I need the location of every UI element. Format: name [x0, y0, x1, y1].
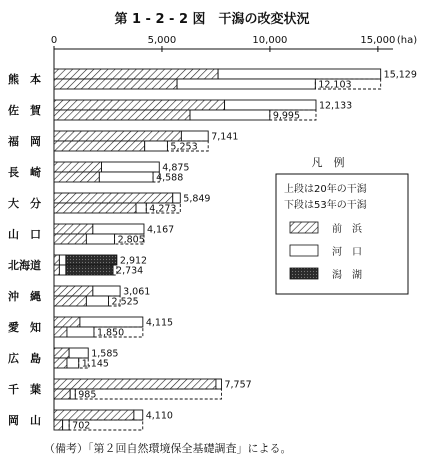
- category-label: 熊 本: [8, 73, 41, 86]
- legend-label-sekiko: 潟 湖: [332, 270, 362, 281]
- bar-lower-kako: [145, 141, 168, 151]
- legend-swatch-kako: [290, 245, 318, 256]
- bar-lower-kako: [63, 420, 70, 430]
- category-label: 山 口: [8, 228, 41, 241]
- value-label-lower: 2,805: [117, 234, 145, 246]
- category-label: 長 崎: [8, 166, 41, 179]
- bar-lower-maehama: [54, 203, 136, 213]
- x-tick-label: 15,000: [360, 35, 396, 46]
- bar-upper-kako: [218, 69, 381, 79]
- bar-upper-maehama: [54, 286, 93, 296]
- bar-lower-kako: [177, 79, 315, 89]
- bar-lower-sekiko: [66, 265, 113, 275]
- bar-upper-maehama: [54, 348, 69, 358]
- value-label-upper: 2,912: [119, 255, 148, 267]
- bar-upper-kako: [216, 379, 222, 389]
- bar-upper-maehama: [54, 193, 173, 203]
- bar-lower-maehama: [54, 420, 63, 430]
- bar-lower-maehama: [54, 141, 145, 151]
- value-label-upper: 12,133: [318, 100, 353, 112]
- value-label-upper: 7,757: [224, 379, 252, 391]
- bar-upper-kako: [134, 410, 143, 420]
- bar-upper-maehama: [54, 224, 93, 234]
- value-label-upper: 4,167: [146, 224, 175, 236]
- bar-upper-maehama: [54, 69, 218, 79]
- row-11: [8, 410, 173, 432]
- bar-upper-kako: [80, 317, 143, 327]
- value-label-upper: 15,129: [383, 69, 417, 81]
- value-label-upper: 4,875: [162, 162, 190, 174]
- value-label-lower: 1,850: [96, 327, 125, 339]
- row-7: [8, 286, 150, 308]
- row-10: [8, 379, 252, 401]
- value-label-lower: 2,525: [111, 296, 139, 308]
- value-label-lower: 1,145: [81, 358, 109, 370]
- bar-lower-kako: [86, 234, 114, 244]
- bar-upper-maehama: [54, 162, 102, 172]
- bar-lower-maehama: [54, 296, 86, 306]
- category-label: 福 岡: [8, 135, 41, 148]
- bar-upper-kako: [69, 348, 88, 358]
- legend: [276, 155, 408, 294]
- value-label-lower: 4,588: [156, 172, 184, 184]
- legend-label-kako: 河 口: [332, 247, 362, 258]
- value-label-lower: 4,273: [149, 203, 177, 215]
- row-9: [8, 348, 118, 370]
- value-label-lower: 702: [72, 420, 91, 432]
- bar-upper-maehama: [54, 379, 216, 389]
- chart-title: 第 1 - 2 - 2 図 干潟の改変状況: [114, 12, 310, 27]
- bar-lower-kako: [99, 172, 153, 182]
- bar-lower-maehama: [54, 265, 59, 275]
- row-3: [8, 162, 189, 184]
- bar-upper-kako: [173, 193, 181, 203]
- bar-lower-maehama: [54, 110, 190, 120]
- value-label-lower: 5,253: [170, 141, 198, 153]
- bar-upper-kako: [93, 224, 144, 234]
- value-label-upper: 4,115: [145, 317, 174, 329]
- row-8: [8, 317, 173, 339]
- category-label: 北海道: [8, 259, 41, 272]
- row-2: [7, 131, 238, 153]
- bar-lower-kako: [190, 110, 270, 120]
- row-1: [8, 100, 352, 122]
- bar-upper-kako: [93, 286, 120, 296]
- value-label-upper: 5,849: [183, 193, 211, 205]
- bar-lower-kako: [59, 265, 65, 275]
- row-4: [8, 193, 210, 215]
- category-label: 愛 知: [8, 321, 41, 334]
- bar-upper-kako: [102, 162, 160, 172]
- bar-upper-maehama: [54, 131, 181, 141]
- category-label: 広 島: [8, 352, 41, 365]
- bar-lower-maehama: [54, 79, 177, 89]
- category-label: 沖 縄: [8, 290, 41, 303]
- bar-lower-lost-area: [75, 389, 221, 399]
- row-0: [8, 69, 417, 91]
- bar-upper-kako: [225, 100, 316, 110]
- bar-upper-maehama: [54, 100, 225, 110]
- value-label-upper: 3,061: [123, 286, 151, 298]
- bar-lower-kako: [67, 358, 79, 368]
- category-label: 千 葉: [8, 383, 41, 396]
- legend-line-upper: 上段は20年の干潟: [284, 184, 367, 195]
- legend-swatch-sekiko: [290, 268, 318, 279]
- legend-line-lower: 下段は53年の干潟: [284, 200, 367, 211]
- x-tick-label: 5,000: [147, 35, 177, 46]
- legend-title: 凡 例: [311, 156, 345, 169]
- bar-upper-maehama: [54, 255, 59, 265]
- bar-lower-maehama: [54, 327, 67, 337]
- bar-lower-maehama: [54, 389, 70, 399]
- x-tick-label: 0: [50, 35, 58, 46]
- source-note: （備考）「第２回自然環境保全基礎調査」による。: [44, 442, 292, 455]
- bar-upper-maehama: [54, 410, 134, 420]
- bar-upper-kako: [59, 255, 65, 265]
- bar-upper-kako: [181, 131, 208, 141]
- bar-lower-kako: [136, 203, 146, 213]
- row-5: [8, 224, 174, 246]
- x-axis-unit: (ha): [396, 35, 418, 46]
- value-label-lower: 985: [78, 389, 97, 401]
- legend-swatch-maehama: [290, 222, 318, 233]
- value-label-upper: 4,110: [145, 410, 173, 422]
- value-label-lower: 9,995: [272, 110, 301, 122]
- value-label-upper: 7,141: [211, 131, 239, 143]
- bar-lower-maehama: [54, 358, 67, 368]
- legend-label-maehama: 前 浜: [332, 224, 362, 235]
- x-tick-label: 10,000: [252, 35, 288, 46]
- category-label: 佐 賀: [8, 104, 41, 117]
- value-label-lower: 2,734: [116, 265, 144, 277]
- value-label-lower: 12,103: [318, 79, 352, 91]
- bar-upper-sekiko: [66, 255, 117, 265]
- bar-lower-kako: [67, 327, 94, 337]
- category-label: 大 分: [8, 197, 41, 210]
- bar-lower-maehama: [54, 234, 86, 244]
- bar-upper-maehama: [54, 317, 80, 327]
- bar-lower-maehama: [54, 172, 99, 182]
- bar-lower-kako: [70, 389, 75, 399]
- category-label: 岡 山: [8, 414, 41, 427]
- row-6: [8, 255, 147, 277]
- bar-lower-kako: [86, 296, 108, 306]
- value-label-upper: 1,585: [91, 348, 119, 360]
